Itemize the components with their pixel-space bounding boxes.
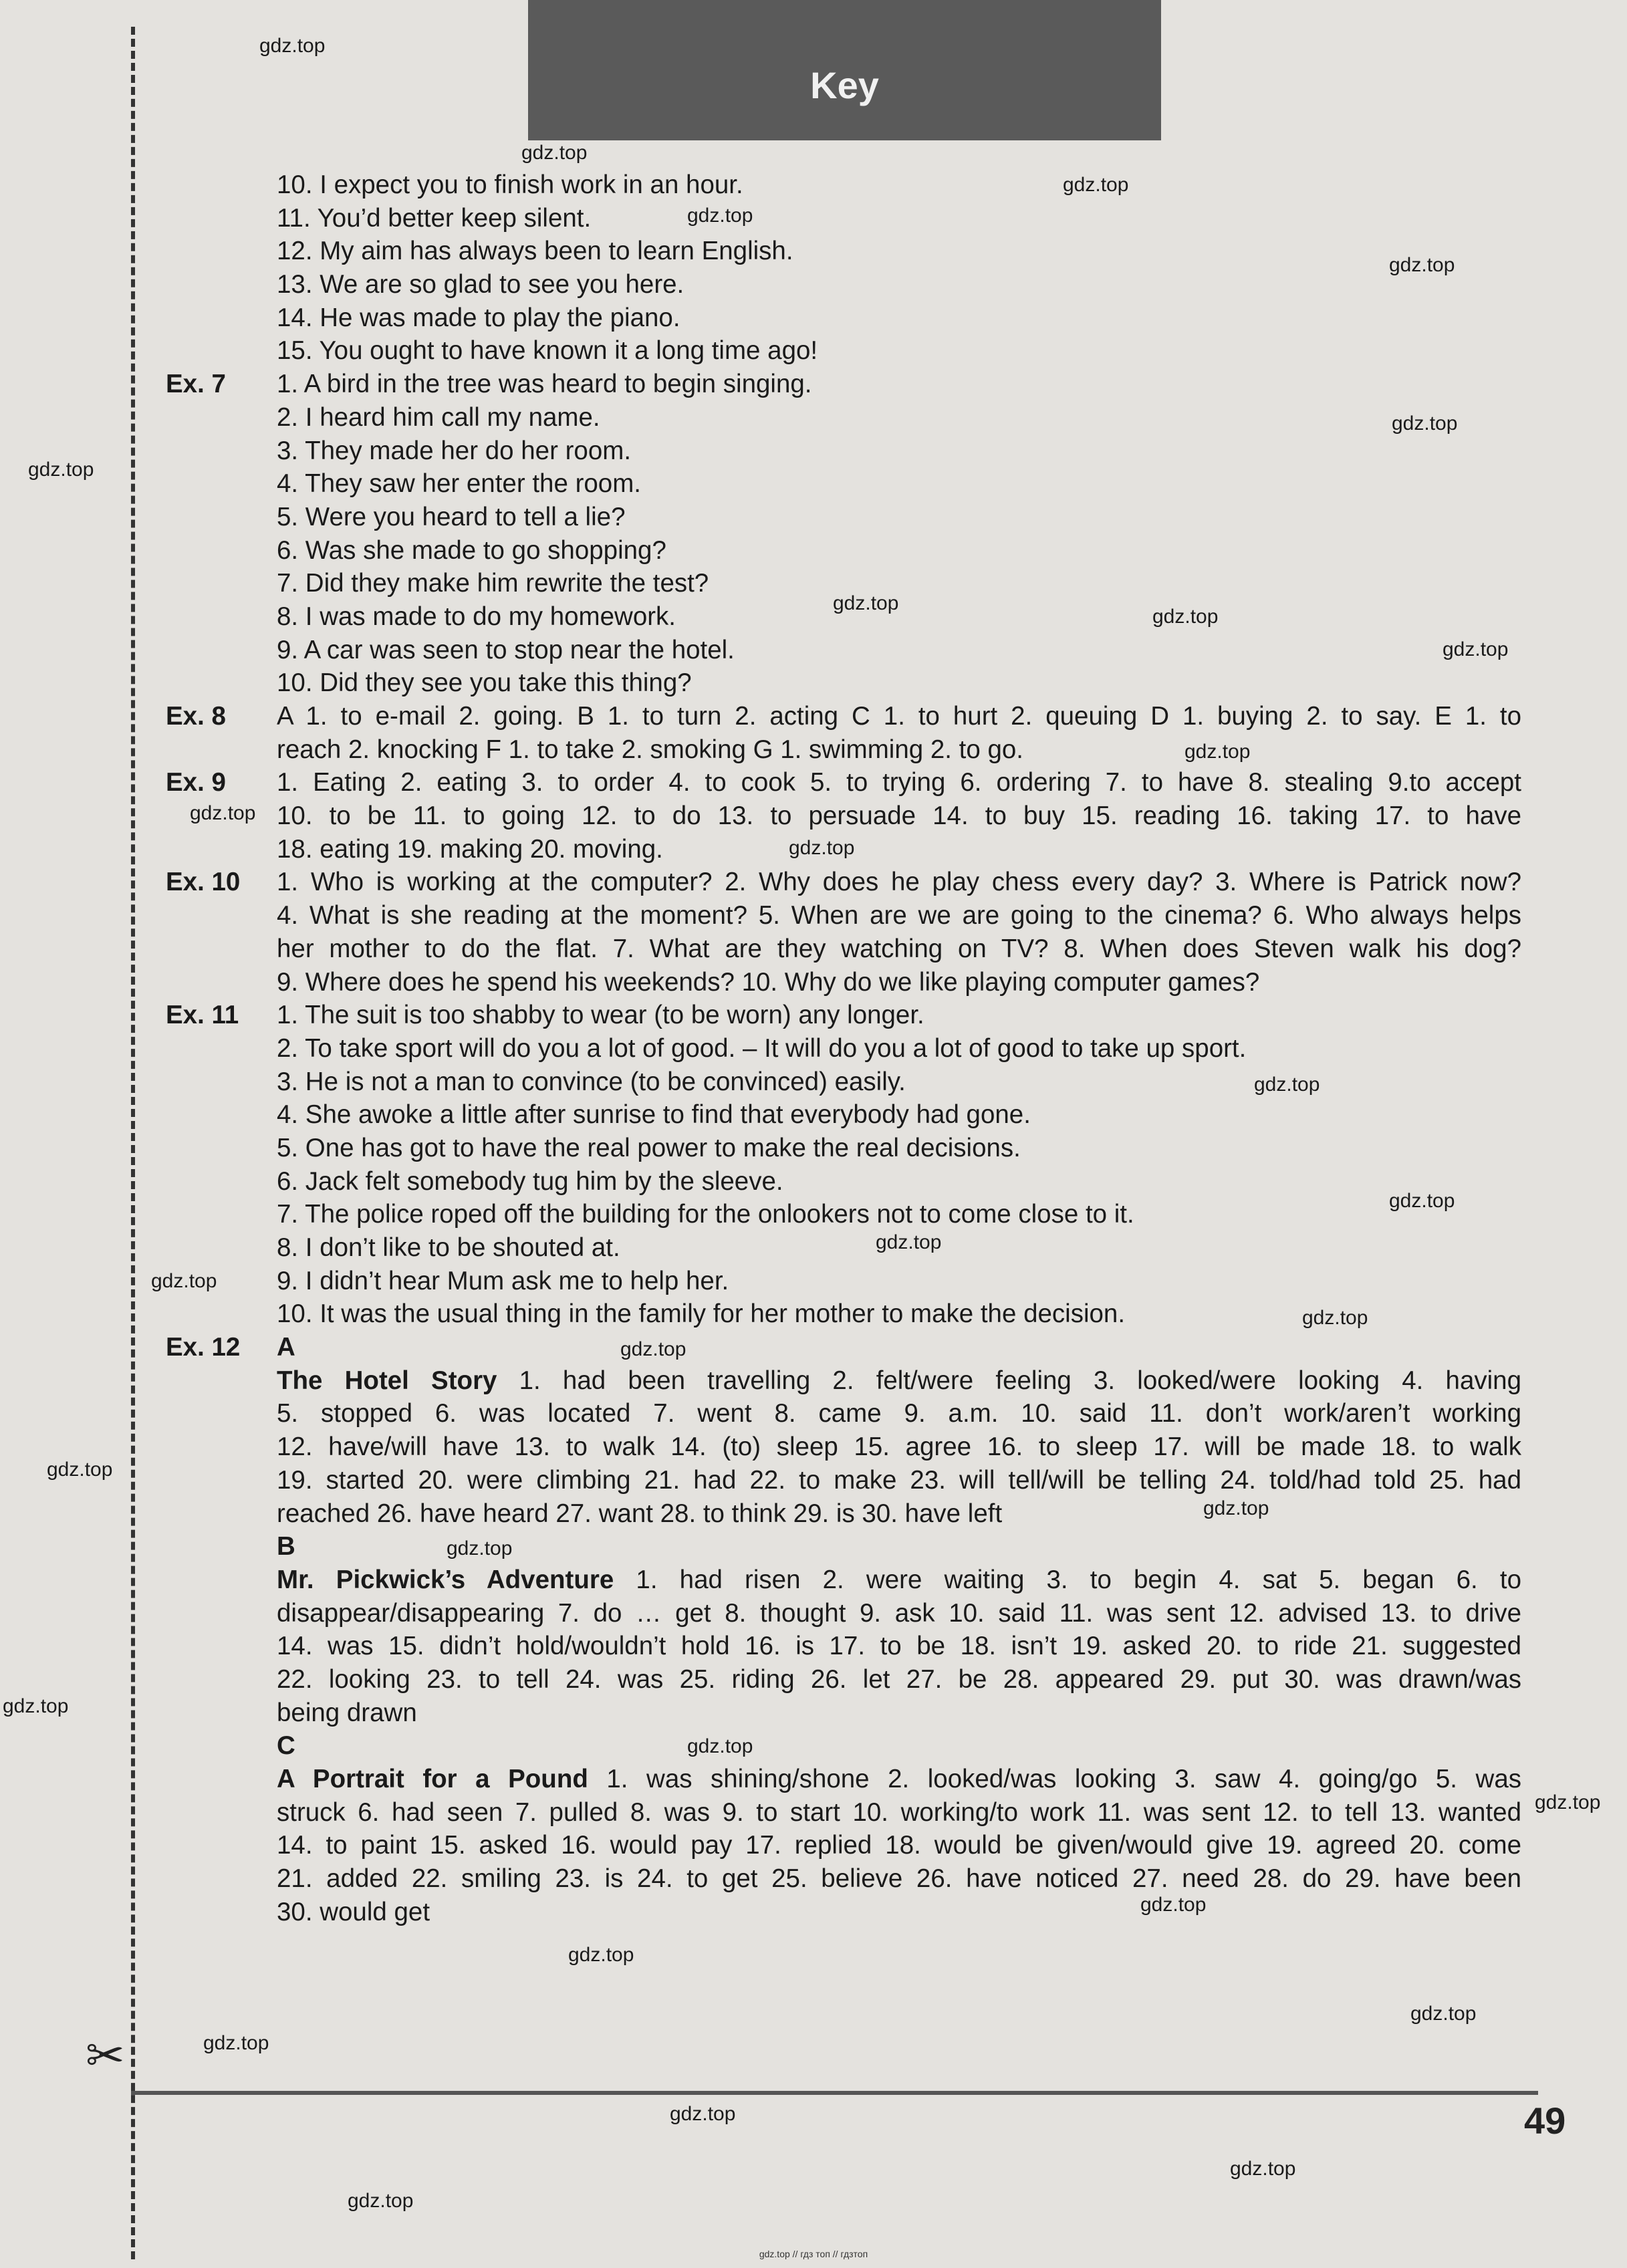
answer-text <box>277 1098 1031 1132</box>
answer-line <box>0 1630 1627 1663</box>
answer-content: 14. was 15. didn’t hold/wouldn’t hold 16. is 17. to be 18. isn’t 19. asked 20. to ride 21. suggested <box>277 1632 1521 1661</box>
answer-content: 30. would get <box>277 1897 430 1926</box>
answer-content: 10. to be 11. to going 12. to do 13. to persuade 14. to buy 15. reading 16. taking 17. to have <box>277 801 1521 831</box>
answer-line <box>0 899 1627 932</box>
answer-text <box>277 202 591 235</box>
answer-line <box>0 1065 1627 1099</box>
answer-text <box>277 501 625 534</box>
answer-content: 1. The suit is too shabby to wear (to be worn) any longer. <box>277 1001 924 1030</box>
answer-text <box>277 434 631 468</box>
answer-content: 13. We are so glad to see you here. <box>277 270 684 299</box>
watermark-text: gdz.top <box>203 2032 269 2054</box>
answer-line <box>0 1530 1627 1563</box>
watermark-text: gdz.top <box>1443 638 1509 660</box>
answer-text <box>277 1896 430 1929</box>
story-title: A Portrait for a Pound <box>277 1765 588 1793</box>
answer-line <box>0 1430 1627 1464</box>
answer-line <box>0 1563 1627 1597</box>
answer-line <box>0 168 1627 202</box>
answer-content: A 1. to e-mail 2. going. B 1. to turn 2. acting C 1. to hurt 2. queuing D 1. buying 2. to say. E 1. to <box>277 702 1521 731</box>
answer-content: 1. Who is working at the computer? 2. Why does he play chess every day? 3. Where is Patrick now? <box>277 868 1521 897</box>
watermark-text: gdz.top <box>447 1537 513 1559</box>
answer-line <box>0 999 1627 1032</box>
exercise-label: Ex. 12 <box>166 1333 241 1362</box>
answer-content: 9. A car was seen to stop near the hotel. <box>277 635 735 664</box>
answer-content: 6. Was she made to go shopping? <box>277 535 666 565</box>
watermark-text: gdz.top <box>1140 1894 1207 1916</box>
answer-text <box>277 301 680 335</box>
answer-text <box>277 766 1521 799</box>
answer-line <box>0 700 1627 733</box>
answer-line <box>0 301 1627 335</box>
bottom-note: gdz.top // гдз топ // гдзтоп <box>759 2249 868 2259</box>
footer-rule <box>131 2091 1538 2095</box>
watermark-text: gdz.top <box>151 1270 217 1292</box>
answer-content: 7. The police roped off the building for the onlookers not to come close to it. <box>277 1200 1134 1229</box>
section-letter: C <box>277 1731 295 1761</box>
answer-line <box>0 401 1627 434</box>
answer-line <box>0 866 1627 899</box>
answer-text <box>277 1132 1021 1165</box>
answer-line <box>0 932 1627 966</box>
answer-content: 4. What is she reading at the moment? 5. When are we are going to the cinema? 6. Who always helps <box>277 901 1521 930</box>
answer-text <box>277 600 676 634</box>
answer-content: 4. She awoke a little after sunrise to find that everybody had gone. <box>277 1100 1031 1130</box>
answer-text <box>277 368 811 401</box>
answer-line <box>0 1497 1627 1531</box>
answer-content: 2. To take sport will do you a lot of good. – It will do you a lot of good to take up sport. <box>277 1033 1247 1063</box>
answer-text <box>277 1364 1521 1398</box>
answer-text <box>277 567 709 600</box>
answer-content: reach 2. knocking F 1. to take 2. smoking G 1. swimming 2. to go. <box>277 735 1024 764</box>
answer-content: 1. had risen 2. were waiting 3. to begin 4. sat 5. began 6. to <box>614 1565 1521 1594</box>
answer-line <box>0 1364 1627 1398</box>
answer-line <box>0 235 1627 268</box>
answer-content: 1. had been travelling 2. felt/were feeling 3. looked/were looking 4. having <box>497 1366 1521 1395</box>
answer-content: 1. was shining/shone 2. looked/was looking 3. saw 4. going/go 5. was <box>588 1765 1521 1793</box>
watermark-text: gdz.top <box>1302 1307 1368 1329</box>
answer-text <box>277 1331 295 1364</box>
answer-text <box>277 700 1521 733</box>
answer-content: 5. Were you heard to tell a lie? <box>277 502 626 531</box>
answer-line <box>0 1397 1627 1430</box>
watermark-text: gdz.top <box>1535 1791 1601 1813</box>
answer-line <box>0 467 1627 501</box>
watermark-text: gdz.top <box>1152 606 1219 628</box>
watermark-text: gdz.top <box>789 837 855 859</box>
watermark-text: gdz.top <box>568 1944 634 1966</box>
exercise-label: Ex. 9 <box>166 768 226 797</box>
answer-content: 15. You ought to have known it a long time ago! <box>277 336 818 366</box>
answer-text <box>277 899 1521 932</box>
answer-content: 21. added 22. smiling 23. is 24. to get 25. believe 26. have noticed 27. need 28. do 29. have been <box>277 1864 1521 1894</box>
watermark-text: gdz.top <box>1184 741 1251 763</box>
answer-text <box>277 1231 620 1265</box>
answer-line <box>0 1696 1627 1730</box>
exercise-label: Ex. 11 <box>166 1001 239 1030</box>
answer-content: 3. They made her do her room. <box>277 436 632 465</box>
answer-content: 9. Where does he spend his weekends? 10. Why do we like playing computer games? <box>277 967 1260 997</box>
answer-content: reached 26. have heard 27. want 28. to think 29. is 30. have left <box>277 1499 1003 1528</box>
watermark-text: gdz.top <box>620 1338 686 1360</box>
answer-line <box>0 1829 1627 1862</box>
answer-line <box>0 600 1627 634</box>
answer-line <box>0 666 1627 700</box>
answer-text <box>277 634 735 667</box>
key-header <box>528 0 1161 140</box>
answer-text <box>277 799 1521 833</box>
answer-content: 11. You’d better keep silent. <box>277 203 592 233</box>
answer-content: 3. He is not a man to convince (to be convinced) easily. <box>277 1067 906 1096</box>
answer-line <box>0 634 1627 667</box>
answer-line <box>0 268 1627 301</box>
watermark-text: gdz.top <box>833 592 899 614</box>
answer-content: 22. looking 23. to tell 24. was 25. riding 26. let 27. be 28. appeared 29. put 30. was drawn/was <box>277 1664 1521 1694</box>
answer-text <box>277 467 641 501</box>
answer-text <box>277 966 1259 999</box>
answer-line <box>0 1297 1627 1331</box>
answer-line <box>0 368 1627 401</box>
watermark-text: gdz.top <box>1063 174 1129 196</box>
exercise-label: Ex. 7 <box>166 370 226 399</box>
answer-content: 4. They saw her enter the room. <box>277 469 641 499</box>
watermark-text: gdz.top <box>47 1459 113 1481</box>
answer-line <box>0 534 1627 568</box>
watermark-text: gdz.top <box>687 1735 753 1757</box>
answer-line <box>0 434 1627 468</box>
answer-text <box>277 168 743 202</box>
answer-text <box>277 1165 783 1199</box>
answer-text <box>277 999 924 1032</box>
answer-text <box>277 1796 1521 1830</box>
answer-content: 8. I don’t like to be shouted at. <box>277 1233 620 1262</box>
section-letter: A <box>277 1333 295 1362</box>
answer-text <box>277 1065 906 1099</box>
answer-text <box>277 1032 1246 1065</box>
answer-text <box>277 1430 1521 1464</box>
answer-text <box>277 1464 1521 1497</box>
answer-text <box>277 1597 1521 1630</box>
answer-text <box>277 1198 1134 1231</box>
answer-text <box>277 1663 1521 1696</box>
watermark-text: gdz.top <box>1392 412 1458 434</box>
watermark-text: gdz.top <box>1203 1497 1269 1519</box>
answer-line <box>0 1896 1627 1929</box>
answer-content: 9. I didn’t hear Mum ask me to help her. <box>277 1266 729 1295</box>
watermark-text: gdz.top <box>521 142 588 164</box>
answer-text <box>277 1829 1521 1862</box>
watermark-text: gdz.top <box>348 2190 414 2212</box>
answer-content: 10. It was the usual thing in the family for her mother to make the decision. <box>277 1299 1126 1329</box>
story-title: The Hotel Story <box>277 1366 497 1395</box>
exercise-label: Ex. 8 <box>166 702 226 731</box>
answer-content: 2. I heard him call my name. <box>277 402 600 432</box>
answer-text <box>277 1265 729 1298</box>
answer-text <box>277 334 818 368</box>
answer-content: 7. Did they make him rewrite the test? <box>277 569 709 598</box>
answer-content: 14. to paint 15. asked 16. would pay 17. replied 18. would be given/would give 19. agreed 20. come <box>277 1831 1521 1860</box>
answer-line <box>0 1231 1627 1265</box>
answer-line <box>0 1098 1627 1132</box>
answer-text <box>277 1297 1125 1331</box>
answer-text <box>277 1696 417 1730</box>
page-number: 49 <box>1524 2100 1566 2142</box>
answer-text <box>277 1763 1521 1796</box>
answer-text <box>277 866 1521 899</box>
watermark-text: gdz.top <box>28 459 94 481</box>
answer-line <box>0 334 1627 368</box>
answer-text <box>277 235 793 268</box>
answer-line <box>0 501 1627 534</box>
watermark-text: gdz.top <box>3 1695 69 1717</box>
answer-line <box>0 766 1627 799</box>
answer-line <box>0 1464 1627 1497</box>
watermark-text: gdz.top <box>1389 254 1455 276</box>
watermark-text: gdz.top <box>1389 1190 1455 1212</box>
watermark-text: gdz.top <box>670 2103 736 2125</box>
answer-content: 6. Jack felt somebody tug him by the sleeve. <box>277 1166 783 1196</box>
answer-content: being drawn <box>277 1698 417 1727</box>
answer-text <box>277 1729 295 1763</box>
answer-text <box>277 666 692 700</box>
answer-content: 10. Did they see you take this thing? <box>277 668 692 698</box>
answer-line <box>0 202 1627 235</box>
answer-text <box>277 1630 1521 1663</box>
answer-line <box>0 1663 1627 1696</box>
answer-line <box>0 567 1627 600</box>
answer-content: 8. I was made to do my homework. <box>277 602 676 631</box>
answer-content: disappear/disappearing 7. do … get 8. thought 9. ask 10. said 11. was sent 12. advised 13. to drive <box>277 1598 1521 1628</box>
answer-text <box>277 534 666 568</box>
key-title: Key <box>810 64 879 106</box>
answer-text <box>277 833 663 866</box>
answer-content: 19. started 20. were climbing 21. had 22. to make 23. will tell/will be telling 24. told/had told 25. had <box>277 1465 1521 1495</box>
watermark-text: gdz.top <box>259 35 326 57</box>
answer-content: struck 6. had seen 7. pulled 8. was 9. to start 10. working/to work 11. was sent 12. to tell 13. wanted <box>277 1797 1521 1827</box>
answer-line <box>0 1265 1627 1298</box>
answer-text <box>277 401 600 434</box>
answer-text <box>277 1563 1521 1597</box>
answer-content: 18. eating 19. making 20. moving. <box>277 834 663 864</box>
watermark-text: gdz.top <box>1410 2003 1477 2025</box>
answer-line <box>0 733 1627 767</box>
answer-content: 1. A bird in the tree was heard to begin singing. <box>277 370 812 399</box>
story-title: Mr. Pickwick’s Adventure <box>277 1565 614 1594</box>
answer-line <box>0 1597 1627 1630</box>
watermark-text: gdz.top <box>1230 2158 1296 2180</box>
section-letter: B <box>277 1532 295 1561</box>
answer-content: 5. stopped 6. was located 7. went 8. came 9. a.m. 10. said 11. don’t work/aren’t working <box>277 1399 1521 1428</box>
answer-text <box>277 1397 1521 1430</box>
answer-text <box>277 1497 1002 1531</box>
watermark-text: gdz.top <box>876 1231 942 1253</box>
answer-content: her mother to do the flat. 7. What are they watching on TV? 8. When does Steven walk his dog? <box>277 934 1521 963</box>
answer-content: 1. Eating 2. eating 3. to order 4. to cook 5. to trying 6. ordering 7. to have 8. stealing 9.to accept <box>277 768 1521 797</box>
answer-line <box>0 1032 1627 1065</box>
answer-line <box>0 1331 1627 1364</box>
answer-key-body <box>0 168 1627 1928</box>
answer-content: 10. I expect you to finish work in an hour. <box>277 170 743 199</box>
answer-line <box>0 1198 1627 1231</box>
watermark-text: gdz.top <box>1254 1074 1320 1096</box>
answer-text <box>277 932 1521 966</box>
answer-text <box>277 1862 1521 1896</box>
answer-line <box>0 1763 1627 1796</box>
answer-line <box>0 1132 1627 1165</box>
answer-content: 12. My aim has always been to learn English. <box>277 237 793 266</box>
exercise-label: Ex. 10 <box>166 868 241 897</box>
answer-text <box>277 268 684 301</box>
answer-line <box>0 1796 1627 1830</box>
watermark-text: gdz.top <box>190 802 256 824</box>
answer-line <box>0 1165 1627 1199</box>
watermark-text: gdz.top <box>687 205 753 227</box>
answer-content: 5. One has got to have the real power to make the real decisions. <box>277 1133 1021 1162</box>
answer-text <box>277 1530 295 1563</box>
answer-line <box>0 1729 1627 1763</box>
answer-text <box>277 733 1023 767</box>
answer-line <box>0 966 1627 999</box>
answer-line <box>0 1862 1627 1896</box>
scissors-icon: ✂ <box>86 2029 125 2082</box>
answer-content: 12. have/will have 13. to walk 14. (to) sleep 15. agree 16. to sleep 17. will be made 18. to walk <box>277 1432 1521 1462</box>
answer-content: 14. He was made to play the piano. <box>277 303 680 332</box>
